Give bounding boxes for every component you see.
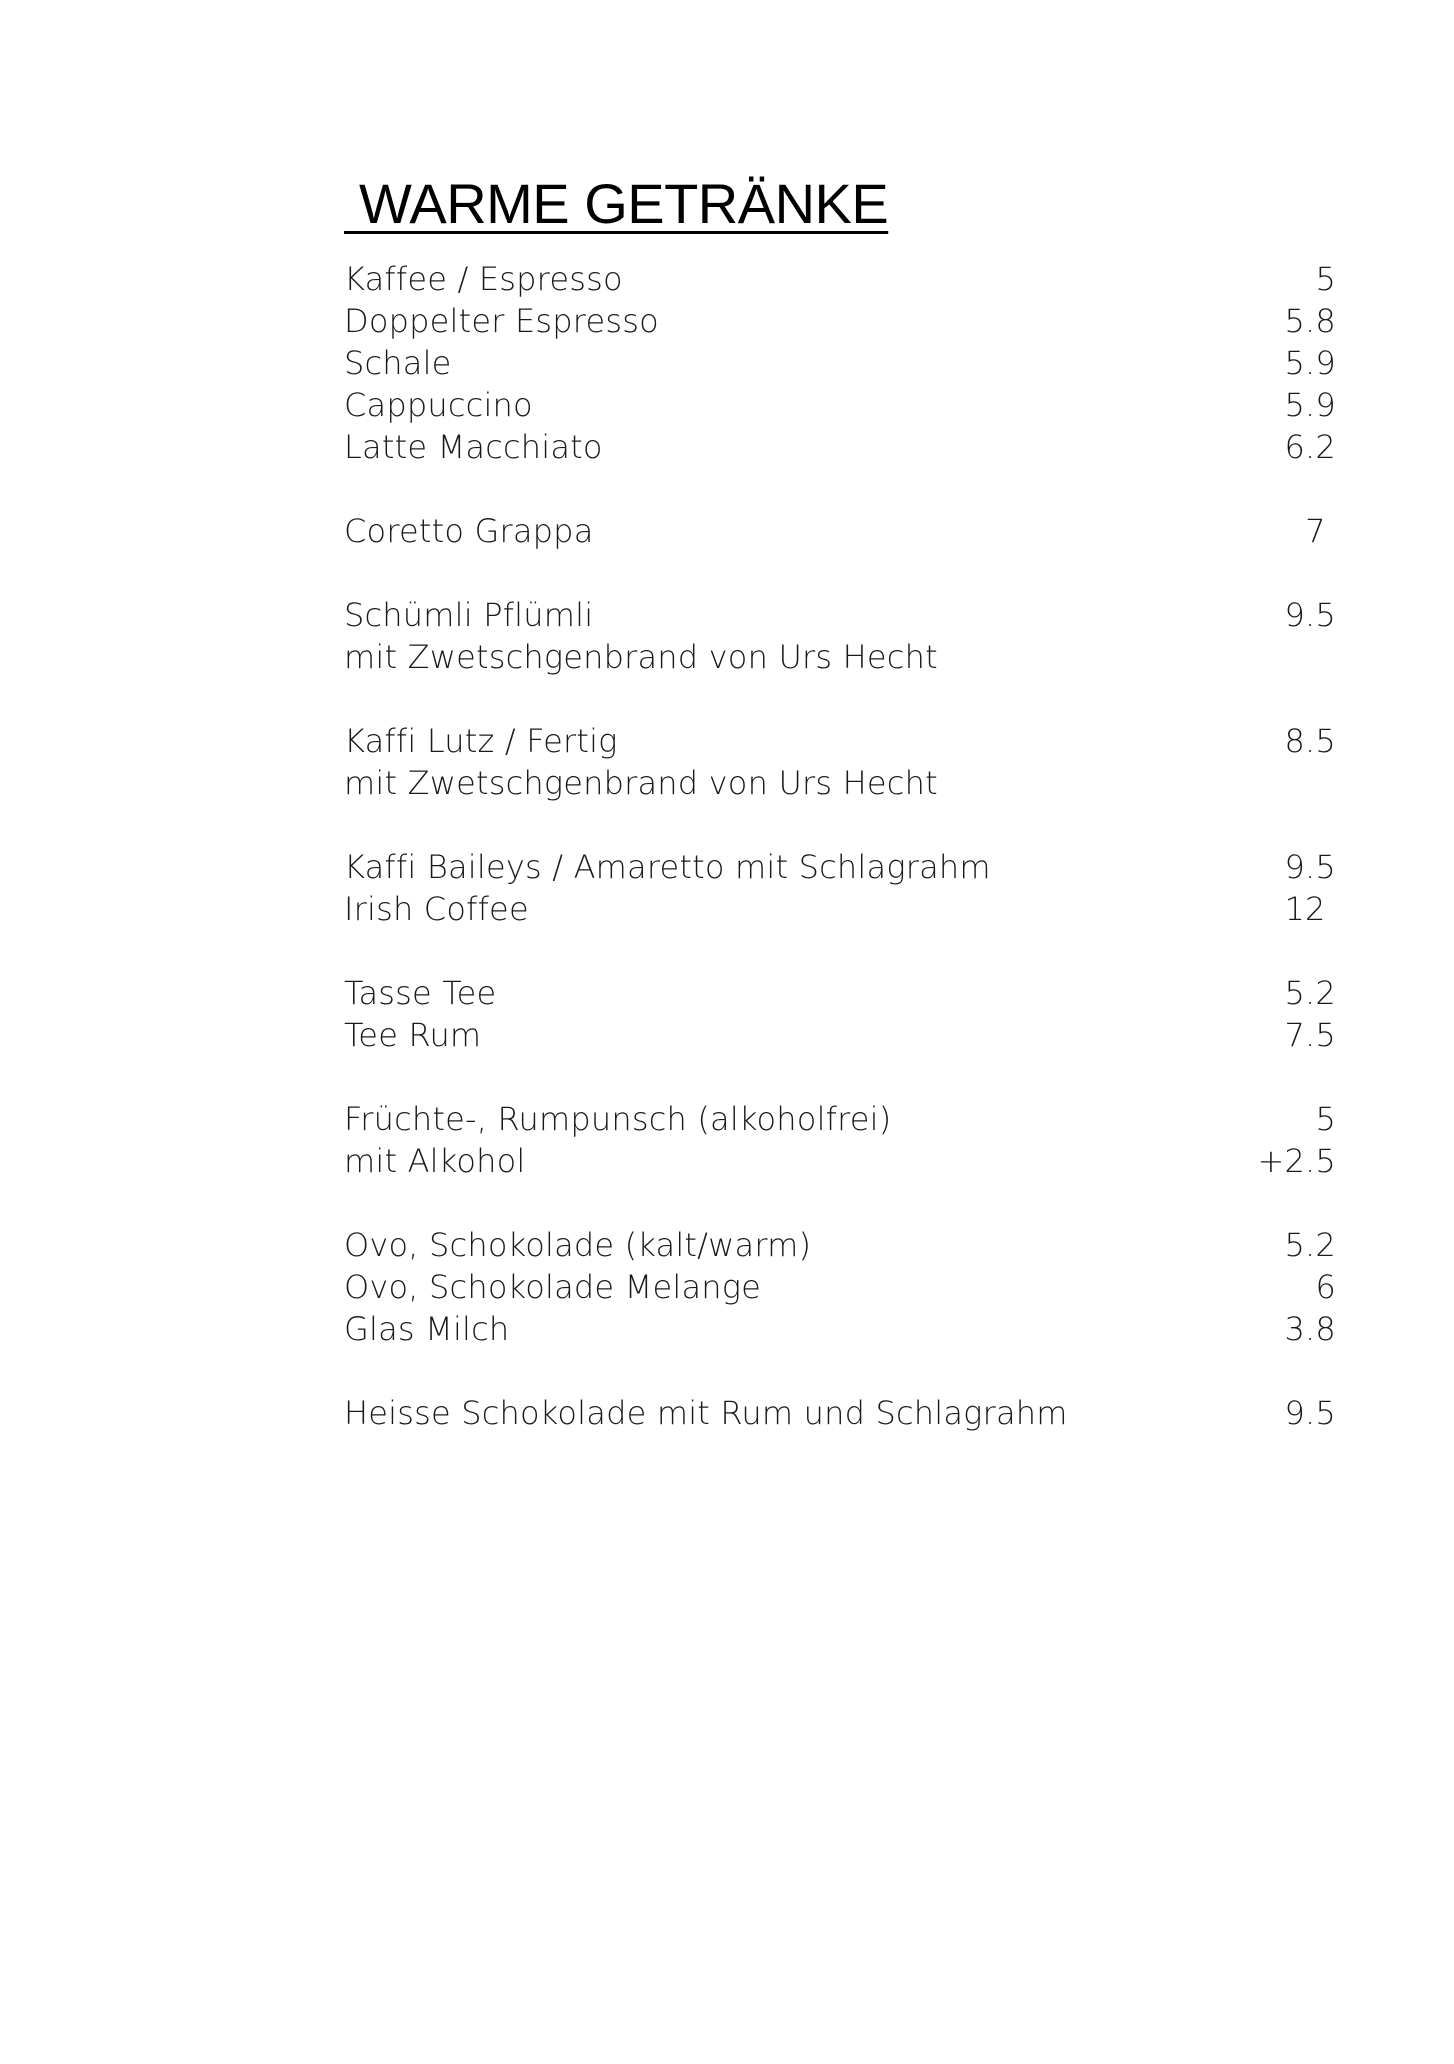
menu-item-name: Tee Rum bbox=[344, 1016, 482, 1054]
menu-item-name: Tasse Tee bbox=[344, 974, 497, 1012]
menu-item-price: 8.5 bbox=[1284, 722, 1336, 760]
menu-item bbox=[344, 972, 1336, 1014]
menu-item bbox=[344, 636, 1336, 678]
menu-item-name: mit Zwetschgenbrand von Urs Hecht bbox=[344, 764, 938, 802]
menu-group bbox=[344, 1224, 1336, 1350]
menu-item bbox=[344, 1266, 1336, 1308]
menu-item-price: 9.5 bbox=[1284, 596, 1336, 634]
menu-item bbox=[344, 1014, 1336, 1056]
menu-item-price: 5.2 bbox=[1284, 1226, 1336, 1264]
menu-item bbox=[344, 846, 1336, 888]
menu-item-name: Schale bbox=[344, 344, 452, 382]
menu-group bbox=[344, 846, 1336, 930]
menu-item-name: mit Alkohol bbox=[344, 1142, 526, 1180]
menu-item bbox=[344, 510, 1336, 552]
menu-item-price: 5.8 bbox=[1284, 302, 1336, 340]
menu-item-price: 5.9 bbox=[1284, 386, 1336, 424]
menu-item bbox=[344, 888, 1336, 930]
menu-item bbox=[344, 720, 1336, 762]
menu-item bbox=[344, 594, 1336, 636]
menu-item bbox=[344, 384, 1336, 426]
menu-item-price: 6 bbox=[1315, 1268, 1336, 1306]
menu-item-price: +2.5 bbox=[1257, 1142, 1336, 1180]
menu-item-price: 6.2 bbox=[1284, 428, 1336, 466]
menu-group bbox=[344, 510, 1336, 552]
menu-item-name: Latte Macchiato bbox=[344, 428, 603, 466]
menu-item-name: Ovo, Schokolade (kalt/warm) bbox=[344, 1226, 812, 1264]
menu-item-name: Kaffi Baileys / Amaretto mit Schlagrahm bbox=[344, 848, 991, 886]
menu-group bbox=[344, 720, 1336, 804]
menu-group bbox=[344, 594, 1336, 678]
menu-item-price: 5.9 bbox=[1284, 344, 1336, 382]
menu-item-name: Irish Coffee bbox=[344, 890, 529, 928]
menu-item-name: Heisse Schokolade mit Rum und Schlagrahm bbox=[344, 1394, 1068, 1432]
menu-item-name: Doppelter Espresso bbox=[344, 302, 659, 340]
menu-item bbox=[344, 300, 1336, 342]
menu-item-price: 9.5 bbox=[1284, 848, 1336, 886]
menu-item bbox=[344, 1140, 1336, 1182]
menu-item-name: Kaffi Lutz / Fertig bbox=[344, 722, 618, 760]
menu-item-price: 5.2 bbox=[1284, 974, 1336, 1012]
menu-item-name: Ovo, Schokolade Melange bbox=[344, 1268, 762, 1306]
menu-item-name: Kaffee / Espresso bbox=[344, 260, 623, 298]
menu-item-price: 12 bbox=[1284, 890, 1336, 928]
menu-item bbox=[344, 426, 1336, 468]
menu-item bbox=[344, 1392, 1336, 1434]
menu-item bbox=[344, 1098, 1336, 1140]
menu-list bbox=[344, 258, 1336, 1434]
menu-group bbox=[344, 1098, 1336, 1182]
menu-group bbox=[344, 1392, 1336, 1434]
menu-item-price: 9.5 bbox=[1284, 1394, 1336, 1432]
menu-item-name: mit Zwetschgenbrand von Urs Hecht bbox=[344, 638, 938, 676]
menu-item-price: 5 bbox=[1315, 260, 1336, 298]
menu-group bbox=[344, 972, 1336, 1056]
menu-item-name: Cappuccino bbox=[344, 386, 533, 424]
menu-item-name: Schümli Pflümli bbox=[344, 596, 594, 634]
menu-item-name: Coretto Grappa bbox=[344, 512, 594, 550]
menu-item bbox=[344, 342, 1336, 384]
menu-item bbox=[344, 762, 1336, 804]
menu-item-price: 7.5 bbox=[1284, 1016, 1336, 1054]
menu-group bbox=[344, 258, 1336, 468]
menu-item-name: Früchte-, Rumpunsch (alkoholfrei) bbox=[344, 1100, 892, 1138]
menu-item-price: 3.8 bbox=[1284, 1310, 1336, 1348]
menu-item-name: Glas Milch bbox=[344, 1310, 510, 1348]
menu-item bbox=[344, 258, 1336, 300]
menu-item bbox=[344, 1224, 1336, 1266]
menu-page bbox=[344, 168, 1336, 1476]
page-title: WARME GETRÄNKE bbox=[344, 172, 889, 235]
menu-item-price: 7 bbox=[1305, 512, 1336, 550]
menu-item-price: 5 bbox=[1315, 1100, 1336, 1138]
menu-item bbox=[344, 1308, 1336, 1350]
